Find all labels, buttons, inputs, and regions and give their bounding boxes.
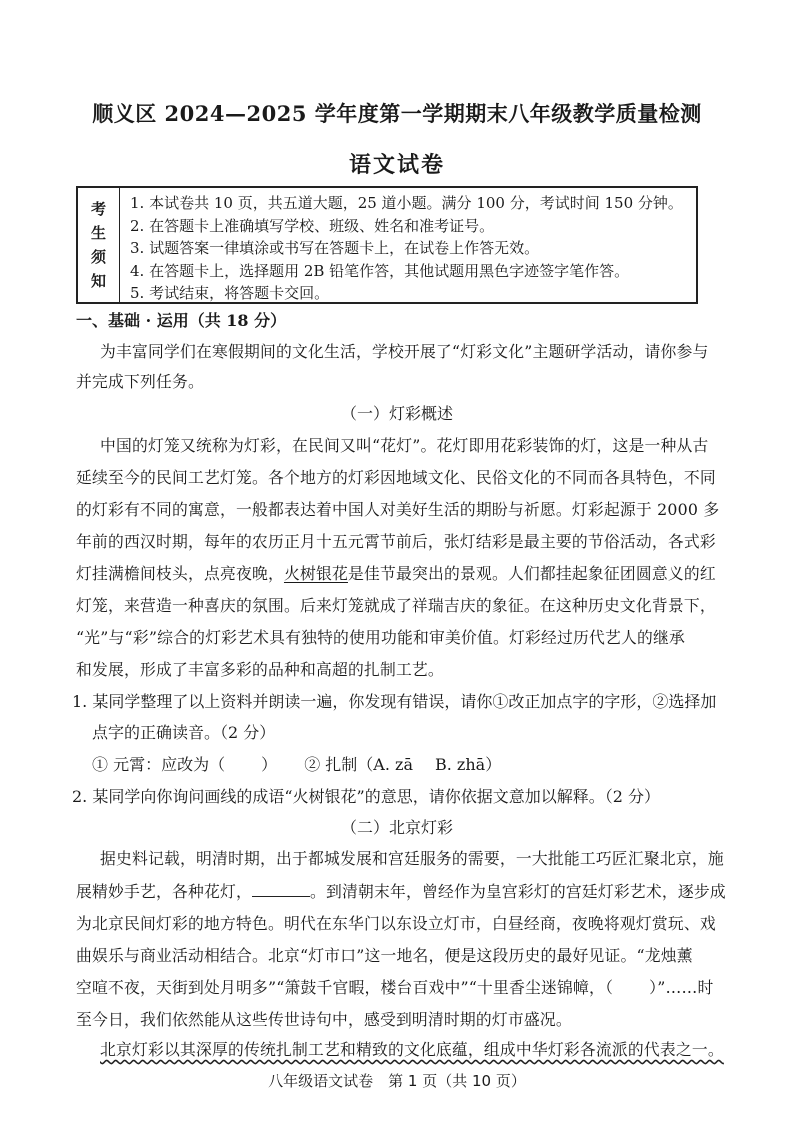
notice-item: 3. 试题答案一律填涂或书写在答题卡上，在试卷上作答无效。	[130, 239, 540, 257]
notice-label-char: 知	[90, 272, 106, 290]
question-1-line: 1. 某同学整理了以上资料并朗读一遍，你发现有错误，请你①改正加点字的字形，②选择加	[72, 692, 717, 711]
notice-item: 2. 在答题卡上准确填写学校、班级、姓名和准考证号。	[130, 216, 495, 235]
passage-line	[100, 1040, 724, 1060]
notice-label-char: 生	[90, 224, 106, 242]
part2-heading: （二）北京灯彩	[340, 818, 453, 837]
passage-line	[76, 978, 713, 998]
notice-label	[78, 188, 120, 302]
intro-line: 为丰富同学们在寒假期间的文化生活，学校开展了“灯彩文化”主题研学活动，请你参与	[100, 342, 709, 361]
question-2: 2. 某同学向你询问画线的成语“火树银花”的意思，请你依据文意加以解释。（2 分）	[72, 787, 660, 806]
option-a: ① 元霄：应改为（	[92, 755, 226, 774]
passage-text: 展精妙手艺，各种花灯，	[76, 882, 252, 901]
passage-line: “光”与“彩”综合的灯彩艺术具有独特的使用功能和审美价值。灯彩经过历代艺人的继承	[76, 628, 685, 647]
fill-blank[interactable]	[252, 882, 310, 897]
passage-line: 中国的灯笼又统称为灯彩，在民间又叫“花灯”。花灯即用花彩装饰的灯，这是一种从古	[100, 436, 709, 455]
section-heading: 一、基础 · 运用（共 18 分）	[76, 311, 287, 330]
option-b2: B. zhā）	[435, 755, 502, 774]
passage-line: 和发展，形成了丰富多彩的品种和高超的扎制工艺。	[76, 660, 444, 679]
notice-list	[130, 192, 690, 305]
page-footer: 八年级语文试卷 第 1 页（共 10 页）	[268, 1072, 526, 1090]
passage-text: 。到清朝末年，曾经作为皇宫彩灯的宫廷灯彩艺术，逐步成	[309, 882, 726, 901]
notice-item: 4. 在答题卡上，选择题用 2B 铅笔作答，其他试题用黑色字迹签字笔作答。	[130, 261, 630, 280]
passage-text: 空喧不夜，天街到处月明多”“箫鼓千官暇，楼台百戏中”“十里香尘迷锦幛，（	[76, 978, 614, 997]
passage-line: 灯笼，来营造一种喜庆的氛围。后来灯笼就成了祥瑞吉庆的象征。在这种历史文化背景下，	[76, 596, 716, 615]
passage-text: 是佳节最突出的景观。人们都挂起象征团圆意义的红	[347, 564, 716, 583]
passage-text: 灯挂满檐间枝头，点亮夜晚，	[76, 564, 284, 583]
notice-item: 1. 本试卷共 10 页，共五道大题，25 道小题。满分 100 分，考试时间 150 分钟。	[130, 194, 683, 212]
passage-line: 至今日，我们依然能从这些传世诗句中，感受到明清时期的灯市盛况。	[76, 1010, 572, 1029]
question-1-options	[92, 755, 501, 775]
option-b: ② 扎制（A. zā	[304, 755, 413, 774]
part1-heading: （一）灯彩概述	[340, 404, 453, 423]
passage-line: 曲娱乐与商业活动相结合。北京“灯市口”这一地名，便是这段历史的最好见证。“龙烛薰	[76, 946, 693, 965]
question-1-line: 点字的正确读音。（2 分）	[92, 723, 276, 742]
passage-line: 年前的西汉时期，每年的农历正月十五元霄节前后，张灯结彩是最主要的节俗活动，各式彩	[76, 532, 716, 551]
passage-line: 延续至今的民间工艺灯笼。各个地方的灯彩因地域文化、民俗文化的不同而各具特色，不同	[76, 468, 716, 487]
intro-line: 并完成下列任务。	[76, 372, 204, 391]
exam-notice-box	[76, 186, 698, 304]
wavy-underlined-sentence: 北京灯彩以其深厚的传统扎制工艺和精致的文化底蕴，组成中华灯彩各流派的代表之一。	[100, 1040, 724, 1059]
notice-item: 5. 考试结束，将答题卡交回。	[130, 284, 330, 302]
passage-line: 的灯彩有不同的寓意，一般都表达着中国人对美好生活的期盼与祈愿。灯彩起源于 2000 多	[76, 500, 720, 519]
passage-line	[76, 882, 726, 902]
page-title: 顺义区 2024—2025 学年度第一学期期末八年级教学质量检测	[92, 101, 702, 126]
page-subtitle: 语文试卷	[348, 152, 445, 178]
passage-line: 为北京民间灯彩的地方特色。明代在东华门以东设立灯市，白昼经商，夜晚将观灯赏玩、戏	[76, 914, 716, 933]
passage-line	[76, 564, 716, 584]
passage-text: ）”……时	[649, 978, 714, 997]
notice-label-char: 考	[90, 200, 106, 218]
passage-line: 据史料记载，明清时期，出于都城发展和宫廷服务的需要，一大批能工巧匠汇聚北京，施	[100, 849, 724, 868]
notice-label-char: 须	[90, 248, 106, 266]
option-a-end: ）	[261, 755, 278, 774]
underlined-idiom: 火树银花	[283, 564, 348, 583]
